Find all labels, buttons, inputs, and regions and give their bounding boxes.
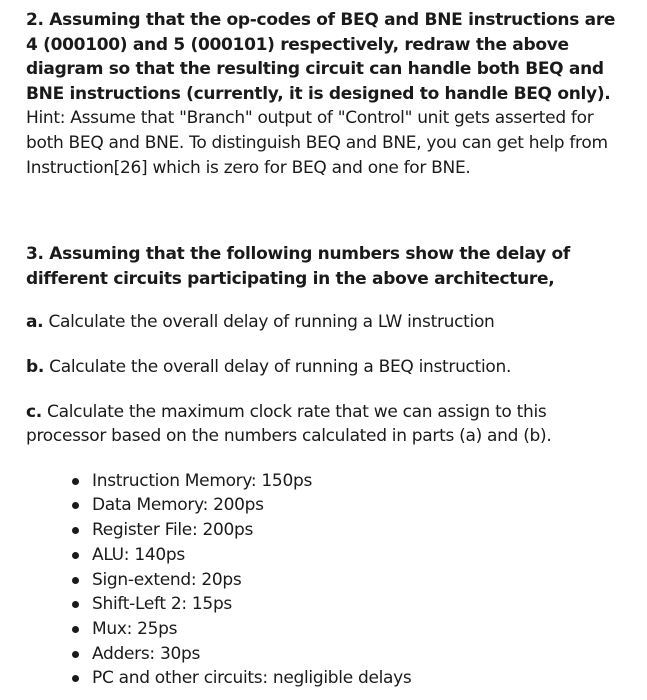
question-3-part-c	[26, 400, 626, 449]
question-2	[26, 8, 626, 180]
question-3-part-a	[26, 310, 626, 335]
bullet-icon	[72, 601, 79, 608]
delay-item-text: PC and other circuits: negligible delays	[92, 668, 412, 689]
delay-item-text: Instruction Memory: 150ps	[92, 470, 313, 491]
list-item	[72, 568, 626, 593]
list-item	[72, 592, 626, 617]
delay-list	[26, 469, 626, 691]
bullet-icon	[72, 626, 79, 633]
list-item	[72, 543, 626, 568]
question-2-hint: Hint: Assume that "Branch" output of "Control" unit gets asserted for both BEQ and BNE. To distinguish BEQ and BNE, you can get help from Instruction[26] which is zero for BEQ and one for BNE.	[26, 108, 608, 178]
delay-item-text: Mux: 25ps	[92, 618, 178, 639]
document-page	[26, 8, 626, 691]
delay-item-text: Register File: 200ps	[92, 520, 254, 541]
bullet-icon	[72, 675, 79, 682]
question-3-part-b	[26, 355, 626, 380]
delay-item-text: Shift-Left 2: 15ps	[92, 594, 232, 615]
part-a-label: a.	[26, 312, 44, 333]
list-item	[72, 617, 626, 642]
list-item	[72, 469, 626, 494]
delay-item-text: Sign-extend: 20ps	[92, 569, 242, 590]
delay-item-text: Adders: 30ps	[92, 643, 201, 664]
question-3-heading: 3. Assuming that the following numbers show the delay of different circuits participating in the above architecture,	[26, 244, 570, 289]
bullet-icon	[72, 478, 79, 485]
list-item	[72, 493, 626, 518]
part-a-text: Calculate the overall delay of running a LW instruction	[43, 312, 495, 333]
bullet-icon	[72, 577, 79, 584]
delay-item-text: ALU: 140ps	[92, 544, 185, 565]
delay-item-text: Data Memory: 200ps	[92, 495, 264, 516]
list-item	[72, 642, 626, 667]
bullet-icon	[72, 502, 79, 509]
bullet-icon	[72, 527, 79, 534]
part-c-label: c.	[26, 401, 42, 422]
bullet-icon	[72, 552, 79, 559]
list-item	[72, 518, 626, 543]
part-b-label: b.	[26, 356, 45, 377]
bullet-icon	[72, 651, 79, 658]
list-item	[72, 666, 626, 691]
part-b-text: Calculate the overall delay of running a BEQ instruction.	[44, 356, 512, 377]
question-2-prompt: 2. Assuming that the op-codes of BEQ and BNE instructions are 4 (000100) and 5 (000101) respectively, redraw the above diagram so that the resulting circuit can handle both BEQ and BNE instructions (currently, it is designed to handle BEQ only).	[26, 10, 616, 104]
part-c-text: Calculate the maximum clock rate that we can assign to this processor based on the numbers calculated in parts (a) and (b).	[26, 401, 552, 447]
